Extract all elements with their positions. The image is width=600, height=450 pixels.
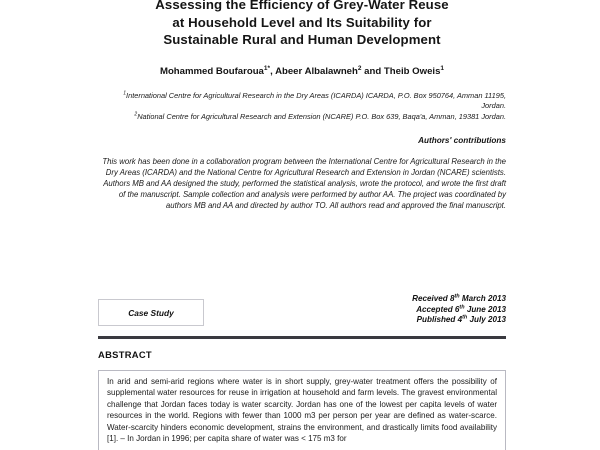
author-separator-2: and: [361, 65, 384, 77]
date-published: [412, 315, 506, 326]
affiliation-list: [98, 77, 506, 122]
abstract-text: In arid and semi-arid regions where water is in short supply, grey-water treatment offers the possibility of supplemental water resources for reuse in irrigation at household and farm levels. The gravest environmental challenge that Jordan faces today is water scarcity. Jordan has one of the lowest per capita levels of water resources in the world. Regions with fewer than 1000 m3 per person per year are defined as water-scarce. Water-scarcity hinders economic development, strains the environment, and drastically limits food availability [1]. – In Jordan in 1996; per capita share of water was < 175 m3 for: [107, 377, 497, 444]
affiliation-1: [98, 91, 506, 112]
contributions-heading: Authors' contributions: [418, 136, 506, 145]
date-accepted: [412, 305, 506, 316]
date-published-rest: July 2013: [467, 315, 506, 325]
date-published-ordinal: th: [462, 314, 468, 321]
affiliation-2: [98, 112, 506, 122]
affiliation-mark-2: 2: [134, 111, 138, 118]
affiliation-mark-1: 1: [123, 90, 127, 97]
date-accepted-rest: June 2013: [464, 304, 506, 314]
article-meta-row: [98, 294, 506, 334]
date-received-ordinal: th: [454, 293, 460, 300]
author-marks-1: 1*: [263, 64, 271, 72]
author-marks-2: 2: [357, 64, 362, 72]
abstract-heading: ABSTRACT: [98, 349, 152, 360]
article-type-label: Case Study: [128, 307, 174, 318]
publication-dates: [412, 294, 506, 326]
date-accepted-ordinal: th: [459, 303, 465, 310]
date-received-label: Received 8: [412, 294, 455, 303]
article-type-badge: [98, 299, 204, 326]
article-column: [98, 0, 506, 212]
date-received-rest: March 2013: [459, 294, 506, 303]
author-name-3: Theib Oweis: [383, 65, 441, 77]
author-list: [98, 49, 506, 77]
author-separator-1: ,: [270, 65, 276, 77]
date-published-label: Published 4: [416, 315, 463, 325]
author-marks-3: 1: [440, 64, 445, 72]
section-divider: [98, 336, 506, 339]
title-line-3: Sustainable Rural and Human Development: [163, 32, 441, 48]
affiliation-text-2: National Centre for Agricultural Research and Extension (NCARE) P.O. Box 639, Baqa'a, Amman, 19381 Jordan.: [137, 111, 506, 121]
contributions-body: This work has been done in a collaboration program between the International Centre for Agricultural Research in the Dry Areas (ICARDA) and the National Centre for Agricultural Research and Extension in Jordan (NCARE) scientists. Authors MB and AA designed the study, performed the statistical analysis, wrote the protocol, and wrote the first draft of the manuscript. Sample collection and analysis were performed by author AA. The project was coordinated by authors MB and AA and directed by author TO. All authors read and approved the final manuscript.: [102, 157, 506, 210]
abstract-box: [98, 370, 506, 450]
affiliation-text-1: International Centre for Agricultural Research in the Dry Areas (ICARDA) ICARDA, P.O. Box 950764, Amman 11195, Jordan.: [126, 90, 506, 111]
title-line-2: at Household Level and Its Suitability for: [172, 14, 432, 30]
title-line-1: Assessing the Efficiency of Grey-Water Reuse: [155, 0, 449, 12]
page-title: [98, 0, 506, 49]
author-name-1: Mohammed Boufaroua: [159, 65, 264, 77]
author-name-2: Abeer Albalawneh: [275, 65, 358, 77]
date-accepted-label: Accepted 6: [416, 304, 460, 314]
